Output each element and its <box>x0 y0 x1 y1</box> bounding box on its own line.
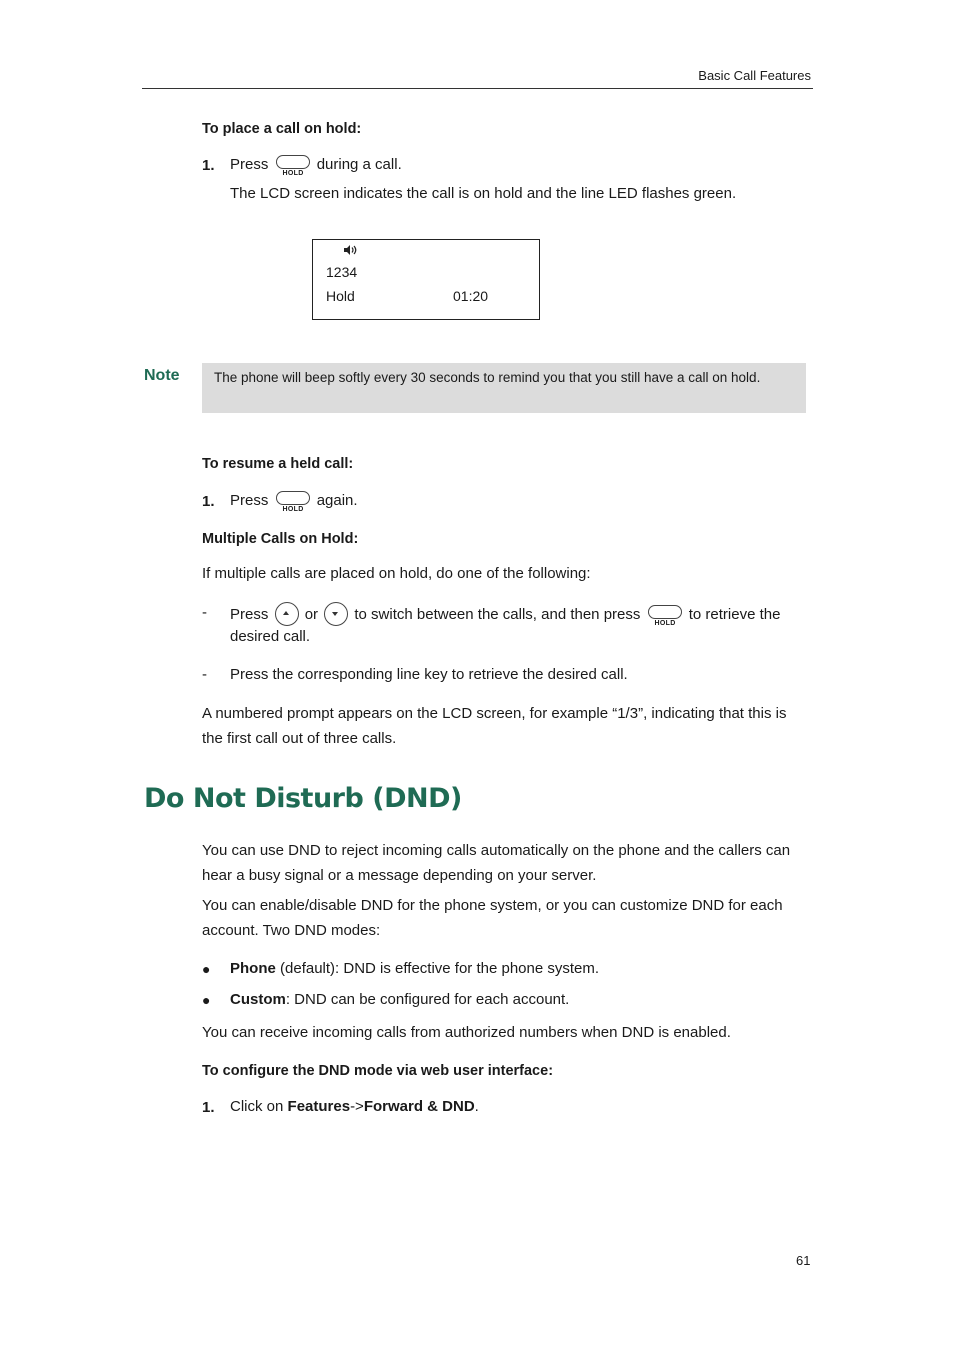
resume-step-1-number: 1. <box>202 493 215 510</box>
dnd-mode-phone <box>230 960 599 977</box>
dnd-mode-custom-desc: : DND can be configured for each account. <box>285 991 570 1008</box>
menu-separator: -> <box>350 1098 364 1115</box>
multi-item-1-pre: Press <box>230 606 269 623</box>
dnd-config-heading: To configure the DND mode via web user interface: <box>202 1063 554 1079</box>
dnd-mode-custom <box>230 991 569 1008</box>
running-header: Basic Call Features <box>698 68 811 83</box>
multi-item-2-dash: - <box>202 666 207 683</box>
lcd-number: 1234 <box>326 264 358 280</box>
dnd-paragraph-3: You can receive incoming calls from authorized numbers when DND is enabled. <box>202 1024 731 1041</box>
multi-intro: If multiple calls are placed on hold, do one of the following: <box>202 565 591 582</box>
header-divider <box>142 88 813 89</box>
hold-heading: To place a call on hold: <box>202 121 362 137</box>
up-arrow-key-icon <box>275 602 299 626</box>
dnd-step-1-pre: Click on <box>230 1098 288 1115</box>
page-number: 61 <box>796 1253 811 1268</box>
note-label: Note <box>144 367 180 384</box>
hold-key-icon: HOLD <box>275 491 311 513</box>
dnd-step-1 <box>230 1098 479 1115</box>
resume-step-1 <box>230 491 358 513</box>
multi-item-1-post: to retrieve the <box>688 606 781 623</box>
multi-heading: Multiple Calls on Hold: <box>202 531 359 547</box>
menu-features: Features <box>287 1098 351 1115</box>
lcd-status: Hold <box>326 288 355 304</box>
hold-key-icon: HOLD <box>275 155 311 177</box>
multi-item-1-line2: desired call. <box>230 628 311 645</box>
hold-step-1-number: 1. <box>202 157 215 174</box>
resume-step-1-post: again. <box>316 492 358 509</box>
dnd-step-1-number: 1. <box>202 1099 215 1116</box>
note-box <box>202 363 806 413</box>
resume-heading: To resume a held call: <box>202 456 354 472</box>
menu-forward-dnd: Forward & DND <box>363 1098 475 1115</box>
hold-step-1-pre: Press <box>230 156 269 173</box>
hold-step-1-post: during a call. <box>316 156 402 173</box>
dnd-paragraph-2: You can enable/disable DND for the phone system, or you can customize DND for each account. Two DND modes: <box>202 897 783 939</box>
resume-step-1-pre: Press <box>230 492 269 509</box>
multi-item-2: Press the corresponding line key to retrieve the desired call. <box>230 666 628 683</box>
dnd-title: Do Not Disturb (DND) <box>144 783 462 814</box>
down-arrow-key-icon <box>324 602 348 626</box>
bullet-icon: ● <box>202 961 211 977</box>
multi-outro: A numbered prompt appears on the LCD screen, for example “1/3”, indicating that this is the first call out of three calls. <box>202 705 787 747</box>
dnd-paragraph-1: You can use DND to reject incoming calls automatically on the phone and the callers can hear a busy signal or a message depending on your server. <box>202 842 791 884</box>
bullet-icon: ● <box>202 992 211 1008</box>
lcd-timer: 01:20 <box>453 288 489 304</box>
multi-item-1-mid: to switch between the calls, and then press <box>354 606 641 623</box>
dnd-mode-phone-desc: (default): DND is effective for the phone system. <box>275 960 600 977</box>
hold-step-1-description: The LCD screen indicates the call is on hold and the line LED flashes green. <box>230 185 737 202</box>
multi-item-1-or: or <box>304 606 319 623</box>
multi-item-1 <box>230 602 780 627</box>
dnd-step-1-end: . <box>474 1098 479 1115</box>
hold-key-icon: HOLD <box>647 605 683 627</box>
lcd-screen-figure <box>312 239 540 320</box>
multi-item-1-dash: - <box>202 604 207 621</box>
note-text: The phone will beep softly every 30 seconds to remind you that you still have a call on hold. <box>214 370 761 385</box>
dnd-mode-phone-term: Phone <box>230 960 276 977</box>
dnd-mode-custom-term: Custom <box>230 991 286 1008</box>
hold-step-1 <box>230 155 402 177</box>
speaker-icon <box>343 244 357 259</box>
